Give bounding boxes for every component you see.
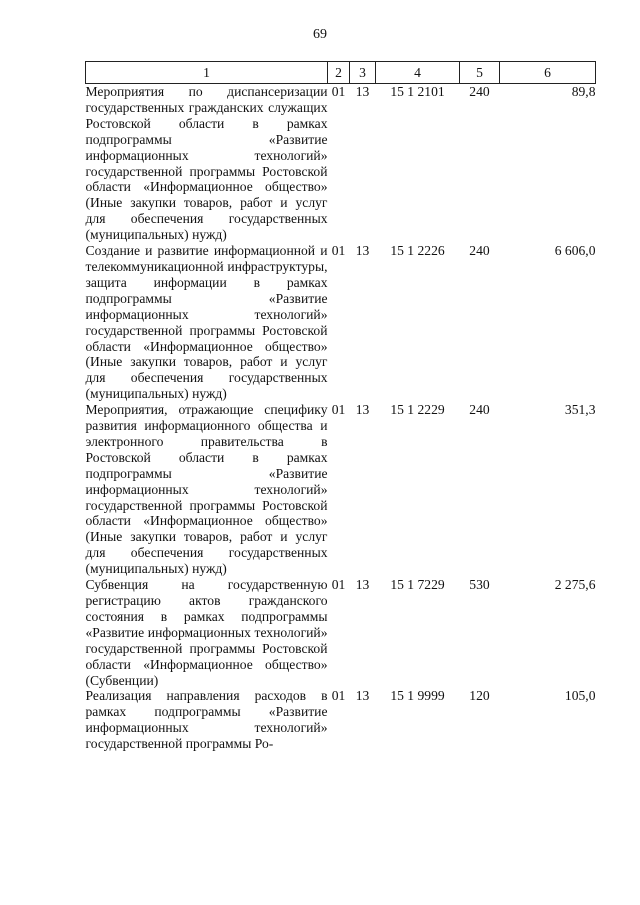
row-section: 01 [331, 402, 346, 418]
header-col-4: 4 [376, 62, 460, 84]
row-expense-type: 530 [469, 577, 490, 593]
header-col-6: 6 [500, 62, 596, 84]
row-subsection: 13 [355, 84, 370, 99]
row-section: 01 [331, 577, 346, 593]
row-target-code: 15 1 2101 [390, 84, 445, 99]
row-amount: 89,8 [571, 84, 596, 99]
table-row [86, 84, 596, 244]
header-col-5: 5 [460, 62, 500, 84]
row-expense-type: 240 [469, 243, 490, 259]
header-col-3: 3 [350, 62, 376, 84]
row-description: Реализация направления расходов в рамках подпрограммы «Развитие информационных технологий» государственной программы Ро- [85, 688, 328, 752]
row-amount: 2 275,6 [554, 577, 596, 593]
row-target-code: 15 1 9999 [390, 688, 445, 704]
row-description: Мероприятия по диспансеризации государственных гражданских служащих Ростовской области в рамках подпрограммы «Развитие информационных технологий» государственной программы Ростовской области «Информационное общество» (Иные закупки товаров, работ и услуг для обеспечения государственных (муниципальных) нужд) [85, 84, 328, 243]
row-subsection: 13 [355, 243, 370, 259]
table-row [86, 688, 596, 752]
row-description: Субвенция на государственную регистрацию актов гражданского состояния в рамках подпрограммы «Развитие информационных технологий» государственной программы Ростовской области «Информационное общество» (Субвенции) [85, 577, 328, 688]
table-row [86, 243, 596, 402]
row-section: 01 [331, 688, 346, 704]
row-description: Мероприятия, отражающие специфику развития информационного общества и электронного правительства в Ростовской области в рамках подпрограммы «Развитие информационных технологий» государственной программы Ростовской области «Информационное общество» (Иные закупки товаров, работ и услуг для обеспечения государственных (муниципальных) нужд) [85, 402, 328, 577]
header-row [86, 62, 596, 84]
row-subsection: 13 [355, 688, 370, 704]
row-section: 01 [331, 84, 346, 99]
row-target-code: 15 1 7229 [390, 577, 445, 593]
row-description: Создание и развитие информационной и телекоммуникационной инфраструктуры, защита информации в рамках подпрограммы «Развитие информационных технологий» государственной программы Ростовской области «Информационное общество» (Иные закупки товаров, работ и услуг для обеспечения государственных (муниципальных) нужд) [85, 243, 328, 402]
row-expense-type: 240 [469, 84, 490, 99]
table-row [86, 577, 596, 688]
table-row [86, 402, 596, 577]
budget-table [85, 61, 596, 752]
header-col-1: 1 [86, 62, 328, 84]
row-section: 01 [331, 243, 346, 259]
row-target-code: 15 1 2229 [390, 402, 445, 418]
row-amount: 6 606,0 [554, 243, 596, 259]
page-number: 69 [313, 27, 327, 42]
row-subsection: 13 [355, 402, 370, 418]
row-subsection: 13 [355, 577, 370, 593]
header-col-2: 2 [328, 62, 350, 84]
row-target-code: 15 1 2226 [390, 243, 445, 259]
row-expense-type: 120 [469, 688, 490, 704]
row-expense-type: 240 [469, 402, 490, 418]
row-amount: 351,3 [564, 402, 596, 418]
row-amount: 105,0 [564, 688, 596, 704]
